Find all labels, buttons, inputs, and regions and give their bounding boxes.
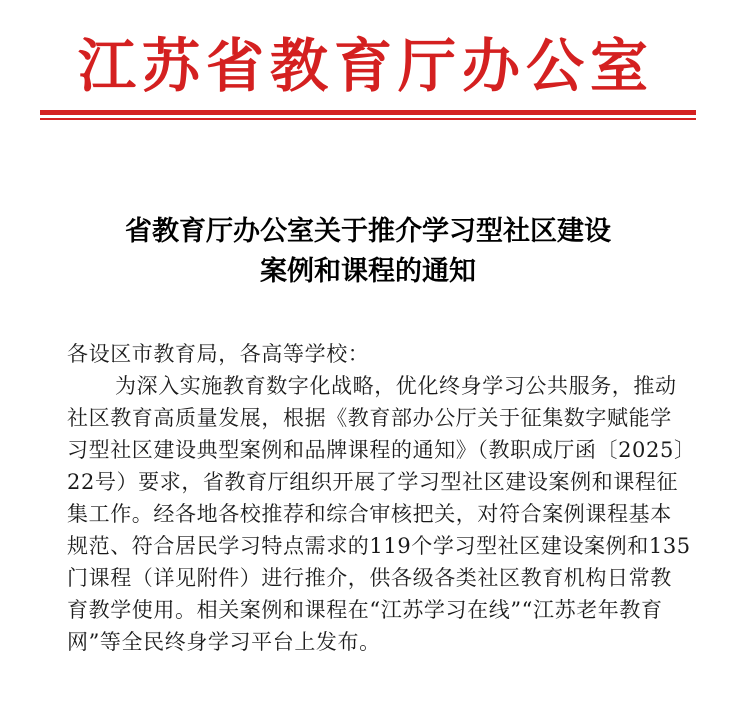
- body-line: 22号）要求，省教育厅组织开展了学习型社区建设案例和课程征: [67, 470, 679, 494]
- letterhead-rule-thick: [40, 110, 696, 115]
- body-line: 集工作。经各地各校推荐和综合审核把关，对符合案例课程基本: [67, 502, 672, 526]
- body-line: 网”等全民终身学习平台上发布。: [67, 630, 381, 654]
- salutation: 各设区市教育局，各高等学校：: [67, 342, 370, 366]
- body-line: 为深入实施教育数字化战略，优化终身学习公共服务，推动: [115, 374, 677, 398]
- document-title: [40, 212, 696, 292]
- letterhead-rule-thin: [40, 118, 696, 120]
- letterhead: [0, 0, 730, 128]
- body-line: 习型社区建设典型案例和品牌课程的通知》（教职成厅函〔2025〕: [67, 438, 696, 462]
- body-line: 门课程（详见附件）进行推介，供各级各类社区教育机构日常教: [67, 566, 672, 590]
- document-body: [67, 338, 697, 658]
- body-line: 育教学使用。相关案例和课程在“江苏学习在线”“江苏老年教育: [67, 598, 663, 622]
- letterhead-title: 江苏省教育厅办公室: [77, 32, 654, 100]
- body-line: 规范、符合居民学习特点需求的119个学习型社区建设案例和135: [67, 534, 691, 558]
- document-title-line: 省教育厅办公室关于推介学习型社区建设: [125, 216, 611, 247]
- document-title-line: 案例和课程的通知: [260, 256, 476, 287]
- body-line: 社区教育高质量发展，根据《教育部办公厅关于征集数字赋能学: [67, 406, 672, 430]
